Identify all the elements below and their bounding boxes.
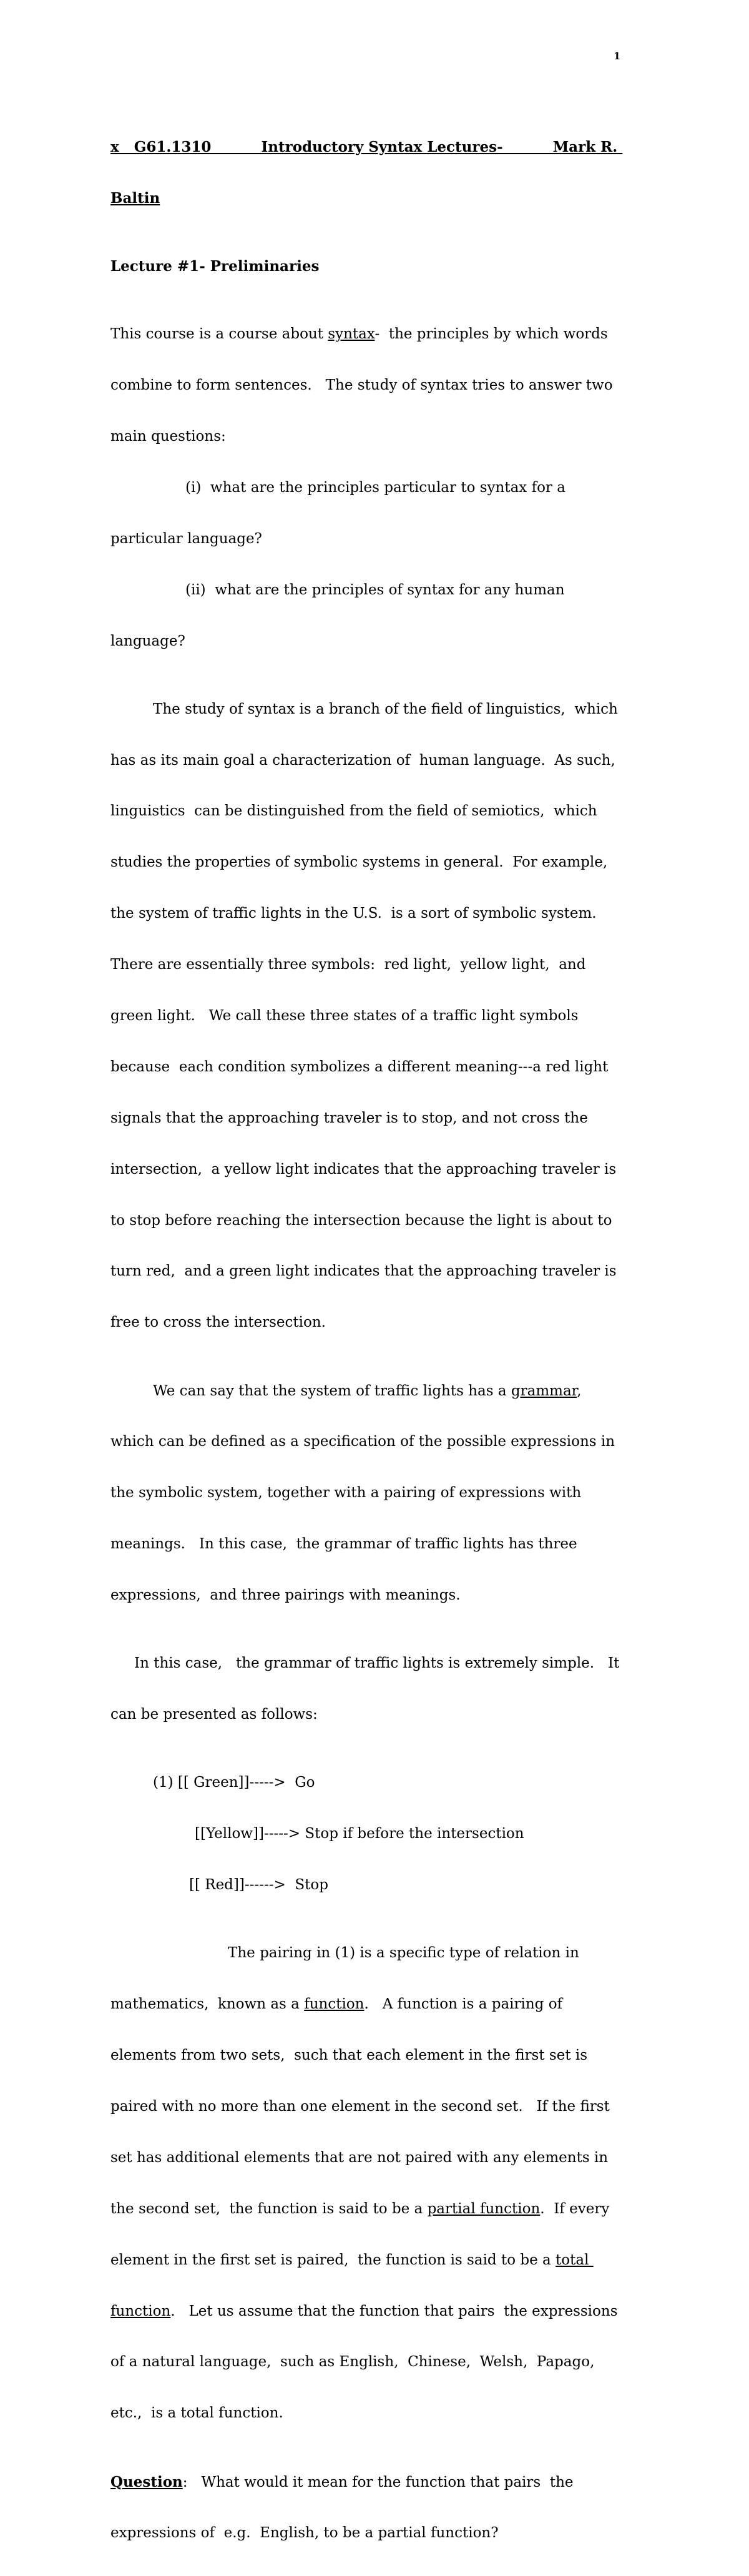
function-line-7 xyxy=(110,2252,635,2269)
semiotics-line: free to cross the intersection. xyxy=(110,1314,326,1331)
function-line-4: paired with no more than one element in the second set. If the first xyxy=(110,2098,610,2115)
course-header-line-2: Baltin xyxy=(110,189,160,207)
semiotics-line: to stop before reaching the intersection because the light is about to xyxy=(110,1212,612,1229)
example-line-yellow: [[Yellow]]-----> Stop if before the intersection xyxy=(195,1826,524,1842)
question-line-2: expressions of e.g. English, to be a partial function? xyxy=(110,2525,499,2542)
question-text: : What would it mean for the function that pairs the xyxy=(182,2474,574,2490)
grammar-line: the symbolic system, together with a pairing of expressions with xyxy=(110,1485,582,1502)
function-text: element in the first set is paired, the function is said to be a xyxy=(110,2251,556,2268)
semiotics-line: has as its main goal a characterization of human language. As such, xyxy=(110,752,615,769)
semiotics-line: because each condition symbolizes a different meaning---a red light xyxy=(110,1058,609,1075)
term-partial-function: partial function xyxy=(427,2200,541,2217)
function-line-9: of a natural language, such as English, Chinese, Welsh, Papago, xyxy=(110,2354,595,2371)
grammar-line: which can be defined as a specification of the possible expressions in xyxy=(110,1433,615,1450)
simple-line: can be presented as follows: xyxy=(110,1706,318,1723)
question-line-1 xyxy=(110,2474,635,2491)
page-number: 1 xyxy=(614,50,621,62)
function-line-8 xyxy=(110,2303,635,2320)
term-total-function-part-2: function xyxy=(110,2303,171,2319)
semiotics-line: There are essentially three symbols: red light, yellow light, and xyxy=(110,956,586,973)
function-line-3: elements from two sets, such that each element in the first set is xyxy=(110,2047,588,2064)
question-ii-line-2: language? xyxy=(110,632,185,649)
course-header-line-1: x G61.1310 Introductory Syntax Lectures- Mark R. xyxy=(110,138,623,155)
intro-line-2: combine to form sentences. The study of syntax tries to answer two xyxy=(110,377,613,394)
semiotics-line: green light. We call these three states of a traffic light symbols xyxy=(110,1008,579,1025)
function-line-1: The pairing in (1) is a specific type of relation in xyxy=(228,1945,579,1962)
function-text: . If every xyxy=(540,2200,610,2217)
semiotics-line: the system of traffic lights in the U.S. is a sort of symbolic system. xyxy=(110,905,597,922)
grammar-line: meanings. In this case, the grammar of traffic lights has three xyxy=(110,1536,577,1553)
function-line-5: set has additional elements that are not paired with any elements in xyxy=(110,2149,609,2166)
grammar-text: , xyxy=(577,1382,582,1399)
grammar-line: expressions, and three pairings with meanings. xyxy=(110,1587,461,1604)
intro-text: This course is a course about xyxy=(110,326,328,343)
simple-line: In this case, the grammar of traffic lights is extremely simple. It xyxy=(134,1655,620,1672)
question-i-line-2: particular language? xyxy=(110,530,262,547)
semiotics-line: turn red, and a green light indicates that the approaching traveler is xyxy=(110,1263,617,1280)
document-body xyxy=(110,87,635,2576)
semiotics-line: linguistics can be distinguished from the field of semiotics, which xyxy=(110,803,597,820)
function-line-10: etc., is a total function. xyxy=(110,2405,283,2422)
example-line-green: (1) [[ Green]]-----> Go xyxy=(153,1774,315,1791)
term-syntax: syntax xyxy=(328,326,375,343)
grammar-text: We can say that the system of traffic lights has a xyxy=(153,1382,511,1399)
question-i-line-1: (i) what are the principles particular to syntax for a xyxy=(185,479,565,496)
grammar-line-1 xyxy=(110,1383,635,1400)
function-text: the second set, the function is said to be a xyxy=(110,2200,428,2217)
function-text: . A function is a pairing of xyxy=(364,1996,563,2013)
semiotics-line: studies the properties of symbolic systems in general. For example, xyxy=(110,854,608,871)
intro-text: - the principles by which words xyxy=(374,326,608,343)
question-label: Question xyxy=(110,2473,183,2490)
lecture-title: Lecture #1- Preliminaries xyxy=(110,257,320,275)
intro-line-1 xyxy=(110,326,635,343)
term-function: function xyxy=(304,1996,365,2013)
semiotics-line: signals that the approaching traveler is to stop, and not cross the xyxy=(110,1109,588,1126)
function-line-6 xyxy=(110,2201,635,2218)
intro-line-3: main questions: xyxy=(110,428,226,445)
example-line-red: [[ Red]]------> Stop xyxy=(189,1877,328,1894)
question-ii-line-1: (ii) what are the principles of syntax for any human xyxy=(185,581,565,598)
function-text: . Let us assume that the function that pairs the expressions xyxy=(170,2303,618,2319)
semiotics-line: The study of syntax is a branch of the field of linguistics, which xyxy=(153,701,618,717)
term-total-function-part-1: total xyxy=(556,2251,594,2268)
term-grammar: grammar xyxy=(511,1382,577,1399)
semiotics-line: intersection, a yellow light indicates that the approaching traveler is xyxy=(110,1161,617,1177)
function-text: mathematics, known as a xyxy=(110,1996,305,2013)
function-line-2 xyxy=(110,1996,635,2013)
